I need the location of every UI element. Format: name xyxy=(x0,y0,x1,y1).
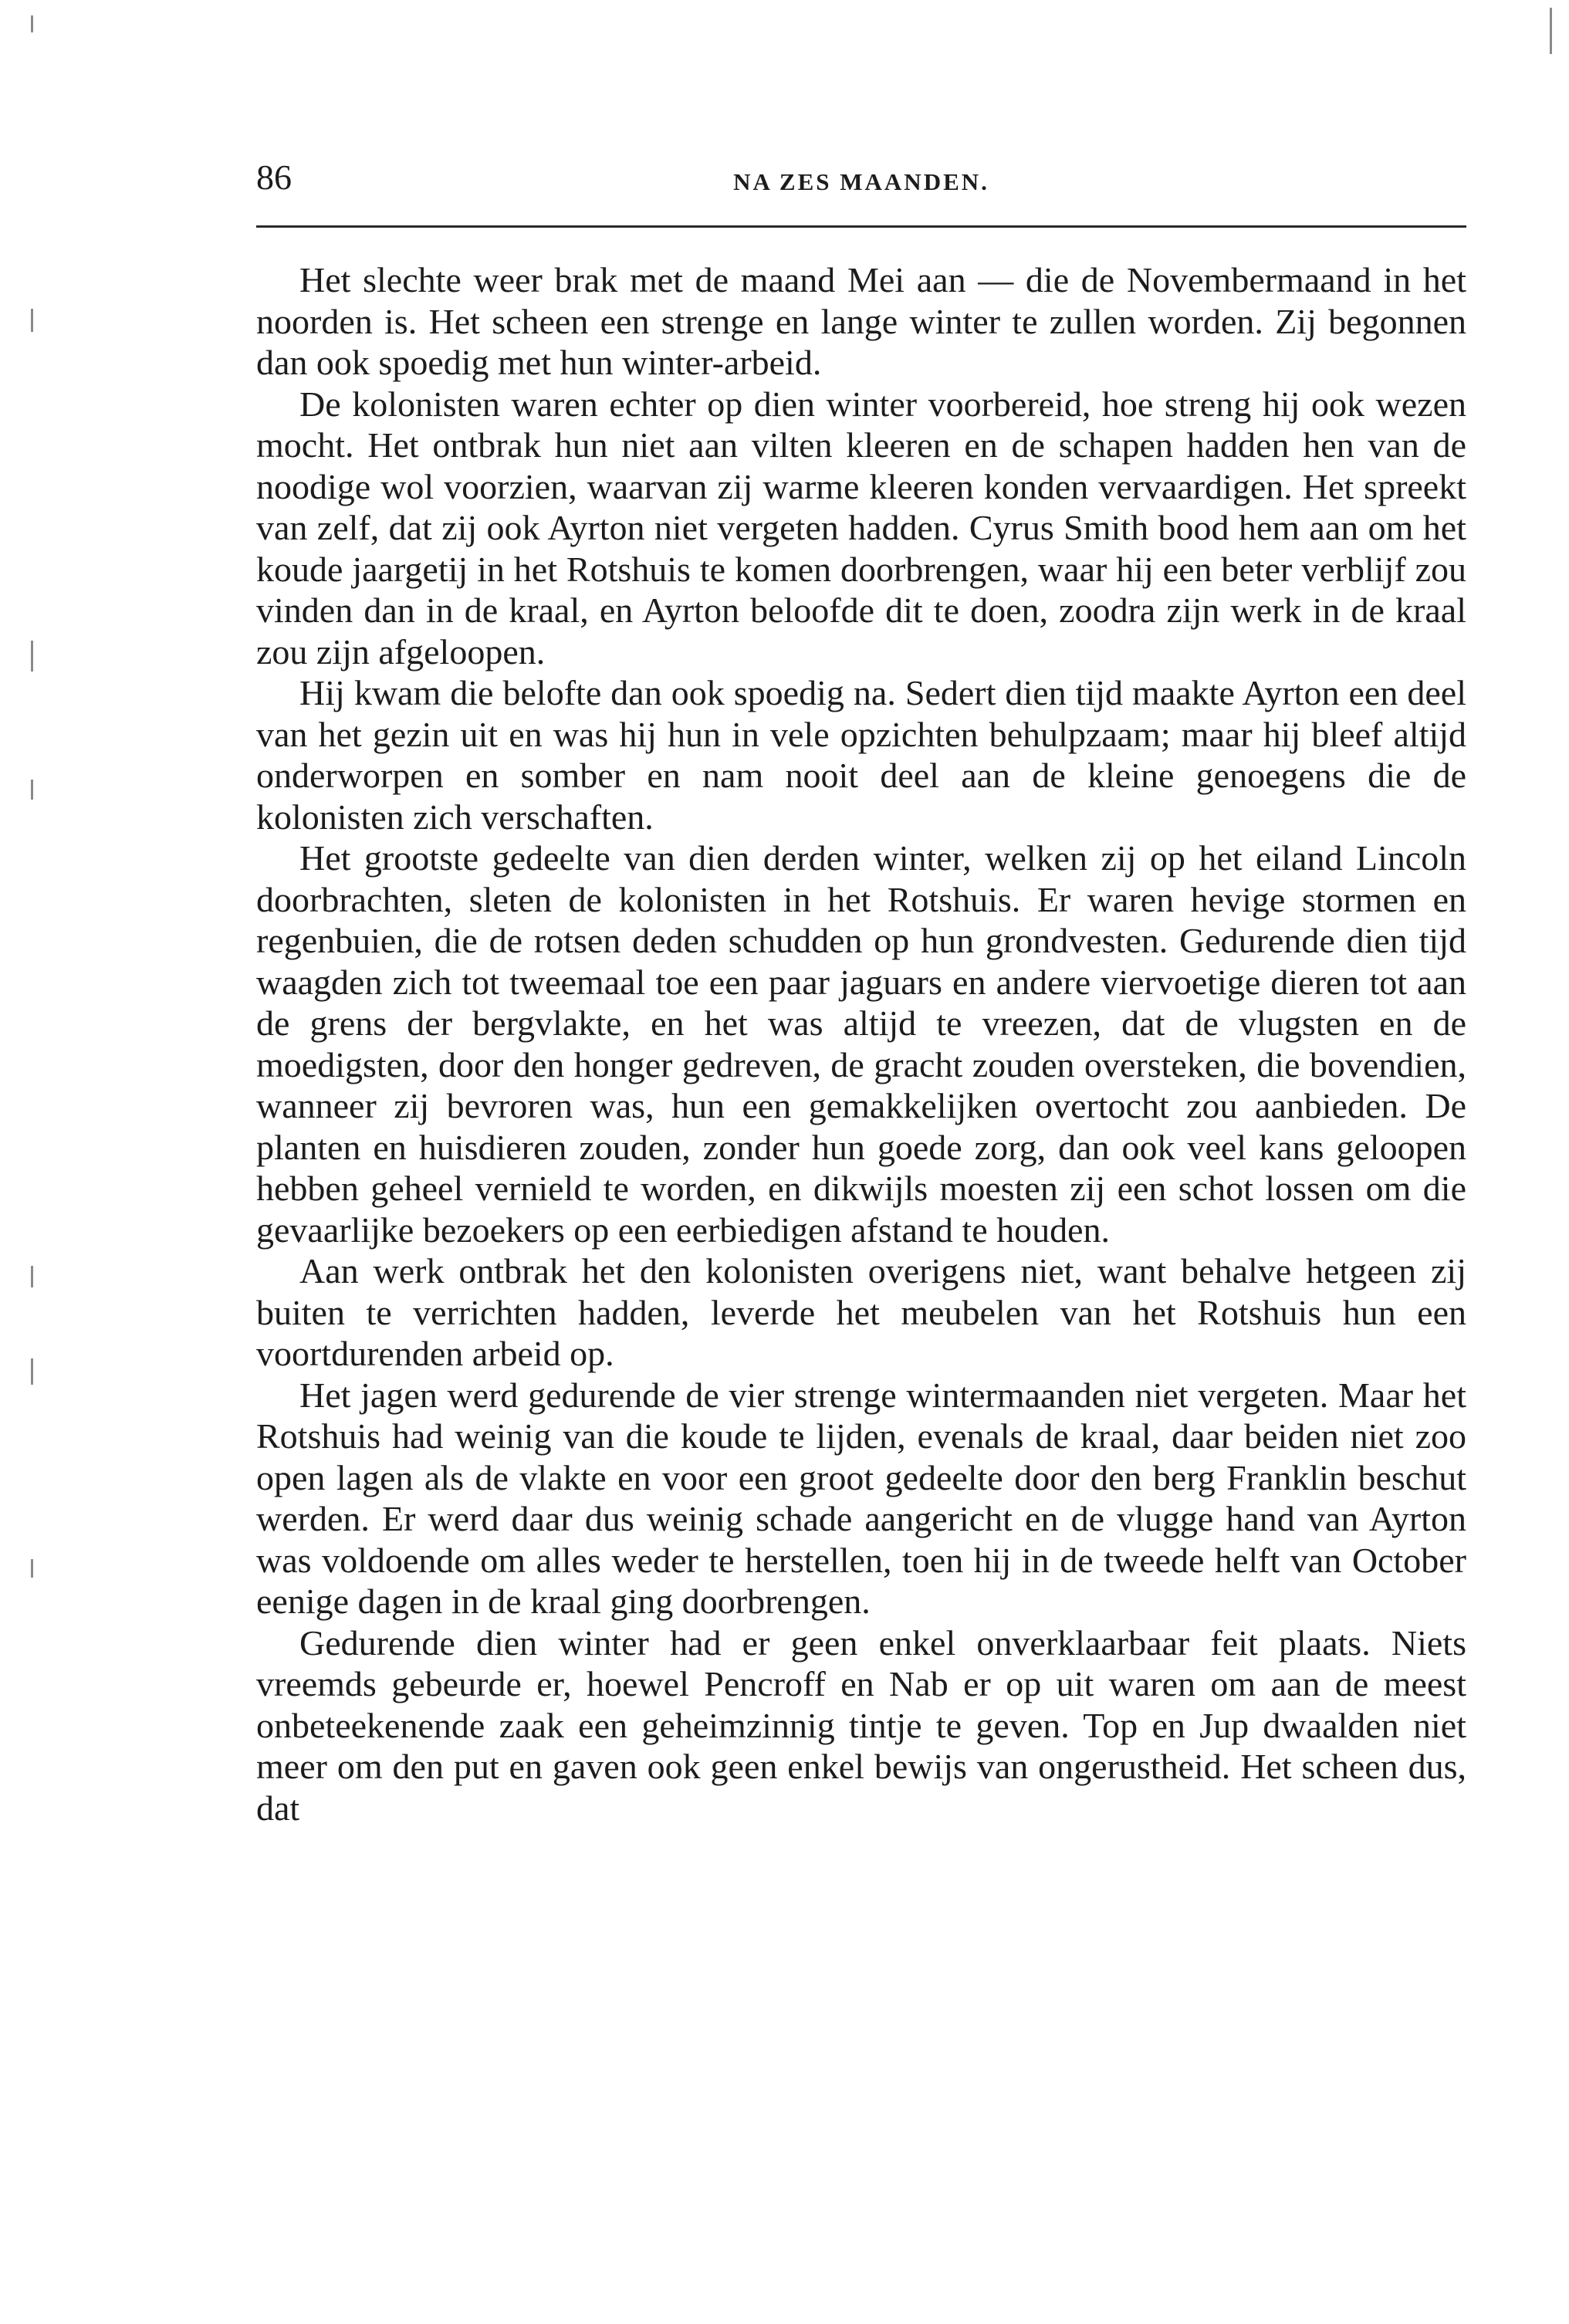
body-text xyxy=(256,259,1466,1828)
running-head-title: NA ZES MAANDEN. xyxy=(733,168,989,195)
header-rule xyxy=(256,225,1466,228)
paragraph: Het grootste gedeelte van dien derden winter, welken zij op het eiland Lincoln doorbrachten, sleten de kolonisten in het Rotshuis. Er waren hevige stormen en regenbuien, die de rotsen deden schudden op hun grondvesten. Gedurende dien tijd waagden zich tot tweemaal toe een paar jaguars en andere viervoetige dieren tot aan de grens der bergvlakte, en het was altijd te vreezen, dat de vlugsten en de moedigsten, door den honger gedreven, de gracht zouden oversteken, die bovendien, wanneer zij bevroren was, hun een gemakkelijken overtocht zou aanbieden. De planten en huisdieren zouden, zonder hun goede zorg, dan ook veel kans geloopen hebben geheel vernield te worden, en dikwijls moesten zij een schot lossen om die gevaarlijke bezoekers op een eerbiedigen afstand te houden. xyxy=(256,838,1466,1250)
scan-speck xyxy=(31,1559,33,1578)
scan-speck xyxy=(31,641,33,671)
page-number: 86 xyxy=(256,157,292,197)
paragraph: Aan werk ontbrak het den kolonisten overigens niet, want behalve hetgeen zij buiten te verrichten hadden, leverde het meubelen van het Rotshuis hun een voortdurenden arbeid op. xyxy=(256,1251,1466,1373)
scan-speck xyxy=(31,780,33,800)
paragraph: Het slechte weer brak met de maand Mei aan — die de Novembermaand in het noorden is. Het scheen een strenge en lange winter te zullen worden. Zij begonnen dan ook spoedig met hun winter-arbeid. xyxy=(256,260,1466,382)
paragraph: Gedurende dien winter had er geen enkel onverklaarbaar feit plaats. Niets vreemds gebeurde er, hoewel Pencroff en Nab er op uit waren om aan de meest onbeteekenende zaak een geheimzinnig tintje te geven. Top en Jup dwaalden niet meer om den put en gaven ook geen enkel bewijs van ongerustheid. Het scheen dus, dat xyxy=(256,1622,1466,1828)
running-head xyxy=(256,153,1466,202)
paragraph: Het jagen werd gedurende de vier strenge wintermaanden niet vergeten. Maar het Rotshuis had weinig van die koude te lijden, evenals de kraal, daar beiden niet zoo open lagen als de vlakte en voor een groot gedeelte door den berg Franklin beschut werden. Er werd daar dus weinig schade aangericht en de vlugge hand van Ayrton was voldoende om alles weder te herstellen, toen hij in de tweede helft van October eenige dagen in de kraal ging doorbrengen. xyxy=(256,1375,1466,1621)
scan-speck xyxy=(31,1266,33,1287)
scan-speck xyxy=(31,15,33,32)
paragraph: Hij kwam die belofte dan ook spoedig na. Sedert dien tijd maakte Ayrton een deel van het gezin uit en was hij hun in vele opzichten behulpzaam; maar hij bleef altijd onderworpen en somber en nam nooit deel aan de kleine genoegens die de kolonisten zich verschaften. xyxy=(256,673,1466,837)
paragraph: De kolonisten waren echter op dien winter voorbereid, hoe streng hij ook wezen mocht. Het ontbrak hun niet aan vilten kleeren en de schapen hadden hen van de noodige wol voorzien, waarvan zij warme kleeren konden vervaardigen. Het spreekt van zelf, dat zij ook Ayrton niet vergeten hadden. Cyrus Smith bood hem aan om het koude jaargetij in het Rotshuis te komen doorbrengen, waar hij een beter verblijf zou vinden dan in de kraal, en Ayrton beloofde dit te doen, zoodra zijn werk in de kraal zou zijn afgeloopen. xyxy=(256,384,1466,671)
scan-speck xyxy=(31,1358,33,1385)
scan-speck xyxy=(1550,8,1552,54)
scan-speck xyxy=(31,309,33,332)
